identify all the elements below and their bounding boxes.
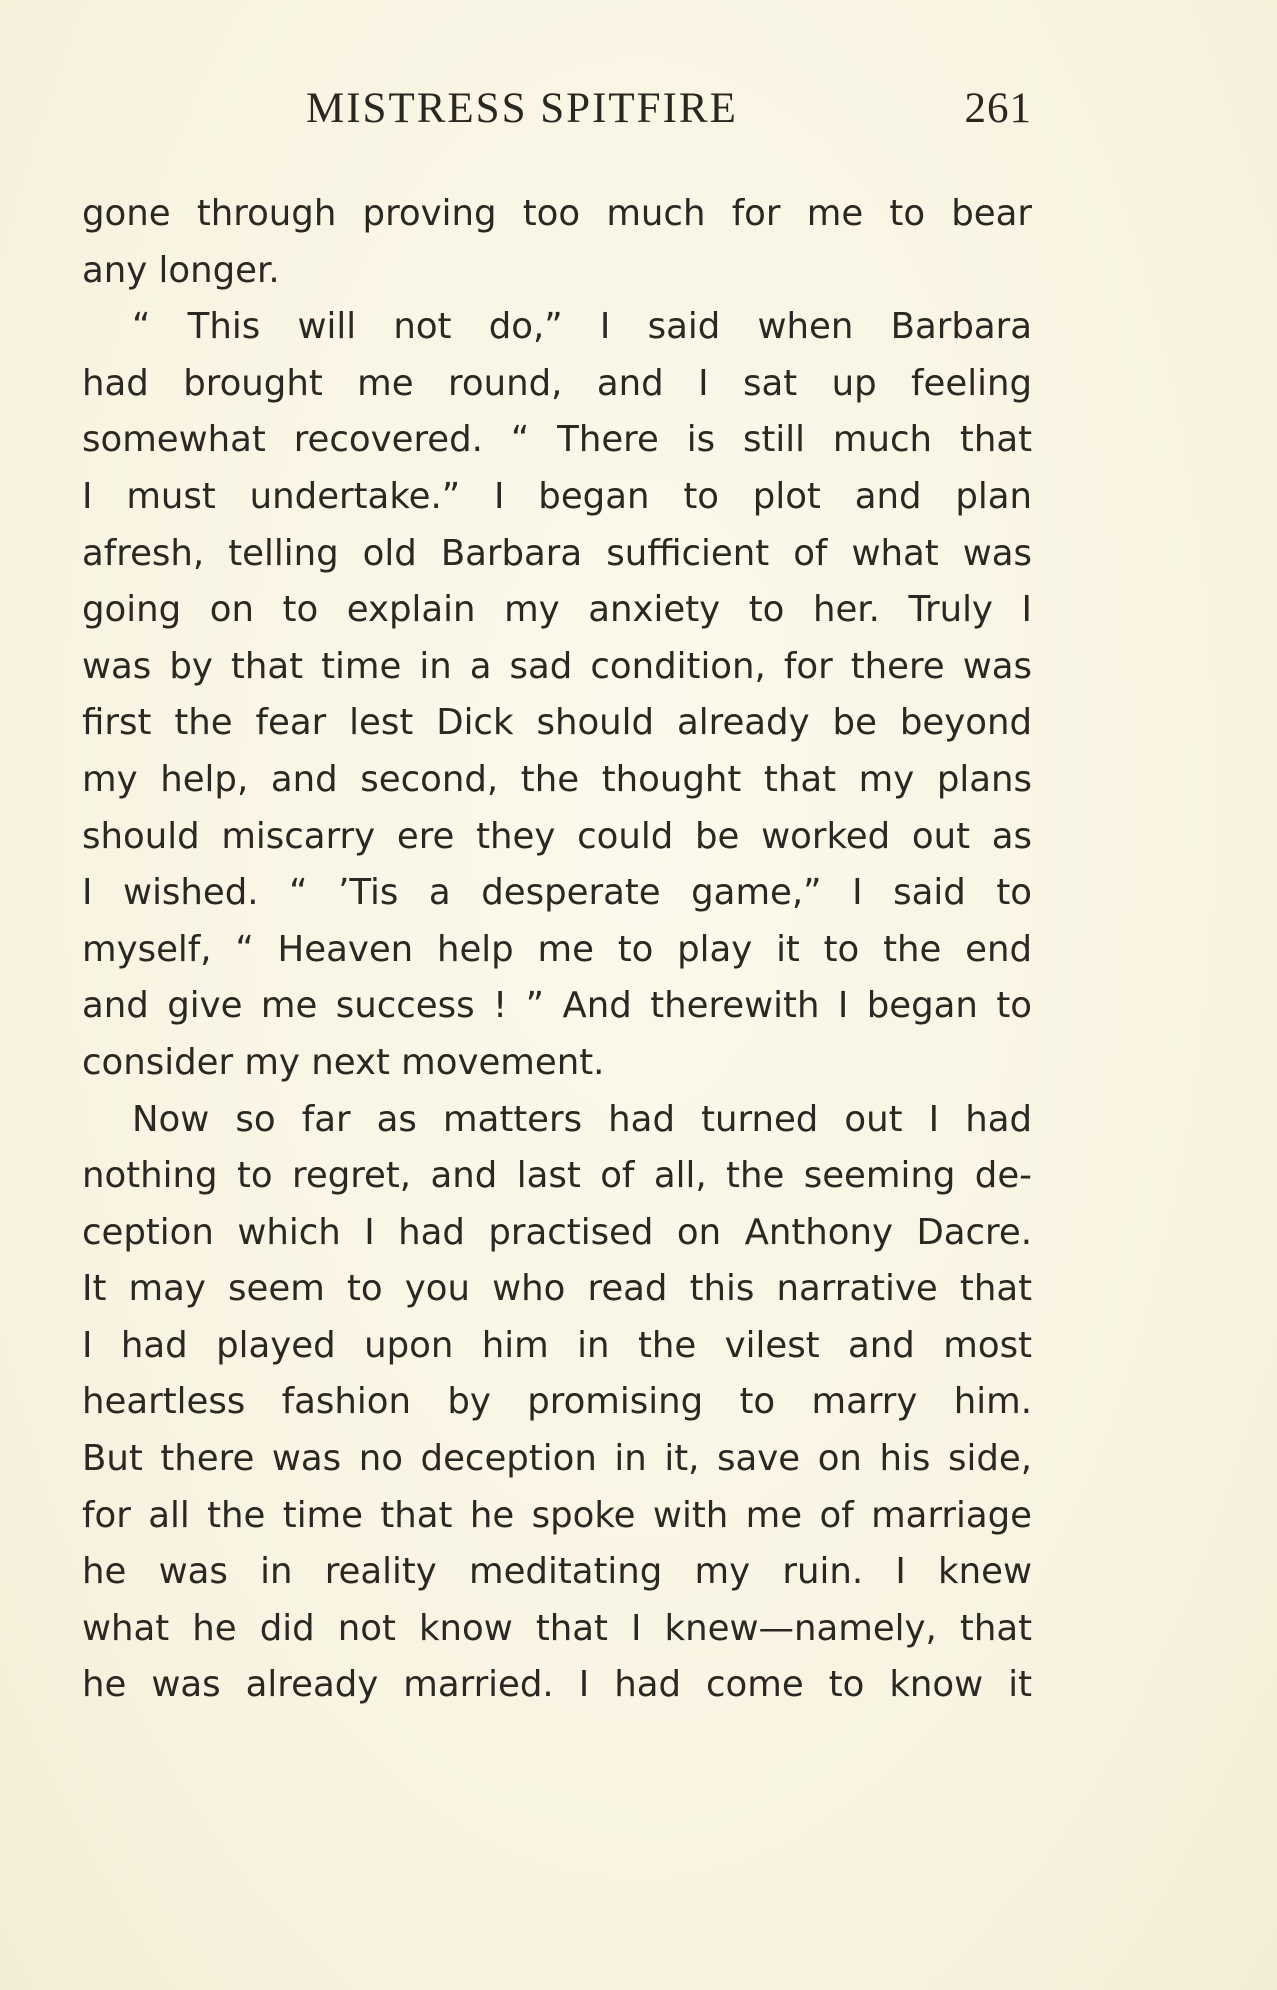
text-line: had brought me round, and I sat up feeling [82,362,1032,404]
body-text [82,186,1032,1714]
text-line: But there was no deception in it, save on his side, [82,1438,1032,1480]
text-line: he was already married. I had come to know it [82,1664,1032,1706]
text-line: afresh, telling old Barbara sufficient of what was [82,532,1032,574]
running-head [82,84,1032,140]
text-line: somewhat recovered. “ There is still much that [82,419,1032,461]
text-line: Now so far as matters had turned out I had [132,1098,1032,1140]
text-line: first the fear lest Dick should already be beyond [82,702,1032,744]
running-title: MISTRESS SPITFIRE [306,85,738,132]
text-line: “ This will not do,” I said when Barbara [132,306,1032,348]
text-line: myself, “ Heaven help me to play it to the end [82,928,1032,970]
page-number: 261 [964,85,1032,132]
text-line: consider my next movement. [82,1041,605,1083]
text-line: ception which I had practised on Anthony Dacre. [82,1211,1032,1253]
text-line: for all the time that he spoke with me of marriage [82,1494,1032,1536]
text-line: I wished. “ ’Tis a desperate game,” I said to [82,872,1032,914]
text-line: I had played upon him in the vilest and most [82,1324,1032,1366]
text-line: any longer. [82,249,280,291]
text-line: It may seem to you who read this narrative that [82,1268,1032,1310]
text-line: was by that time in a sad condition, for there was [82,645,1032,687]
text-line: I must undertake.” I began to plot and plan [82,475,1032,517]
text-line: should miscarry ere they could be worked out as [82,815,1032,857]
text-line: and give me success ! ” And therewith I began to [82,985,1032,1027]
text-line: what he did not know that I knew—namely, that [82,1607,1032,1649]
text-line: going on to explain my anxiety to her. Truly I [82,589,1032,631]
text-line: my help, and second, the thought that my plans [82,758,1032,800]
text-line: heartless fashion by promising to marry him. [82,1381,1032,1423]
text-line: gone through proving too much for me to bear [82,193,1032,234]
text-line: he was in reality meditating my ruin. I knew [82,1551,1032,1593]
text-line: nothing to regret, and last of all, the seeming de- [82,1155,1032,1197]
